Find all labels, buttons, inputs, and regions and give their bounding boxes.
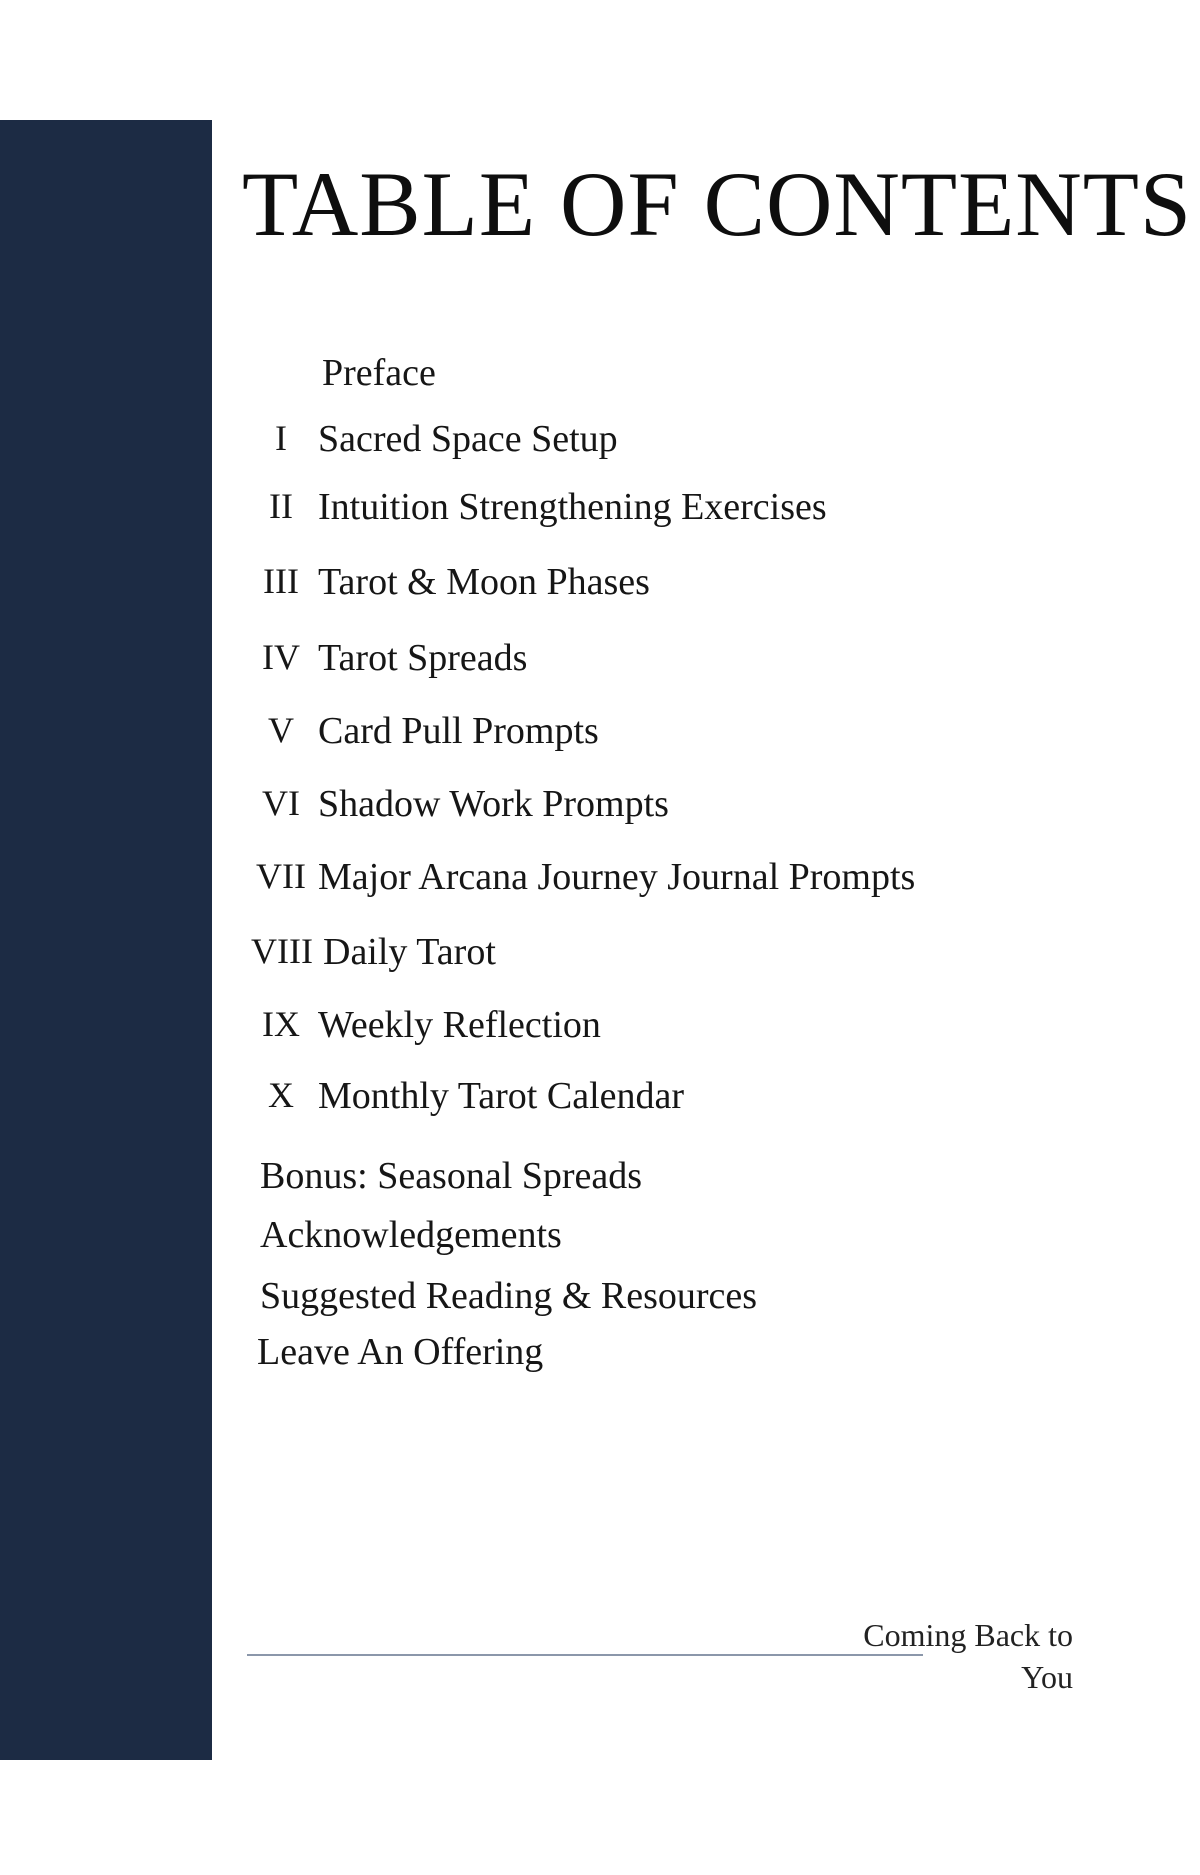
page-title: TABLE OF CONTENTS [242,153,1193,255]
footer-book-title [793,1614,1073,1698]
footer-line-2: You [1021,1659,1073,1695]
toc-item-label: Preface [322,352,436,394]
toc-item-label: Major Arcana Journey Journal Prompts [318,856,916,898]
toc-item-numeral: X [268,1075,294,1115]
toc-item-numeral: VII [256,856,306,896]
toc-item-label: Acknowledgements [260,1214,562,1256]
toc-item-label: Card Pull Prompts [318,710,599,752]
toc-item-label: Suggested Reading & Resources [260,1275,758,1317]
toc-item-label: Leave An Offering [257,1331,544,1373]
toc-item-label: Sacred Space Setup [318,418,618,460]
toc-item-label: Monthly Tarot Calendar [318,1075,685,1117]
toc-item-numeral: IV [262,637,300,677]
toc-item-numeral: III [263,561,299,601]
toc-item-label: Bonus: Seasonal Spreads [260,1155,643,1197]
toc-item-label: Weekly Reflection [318,1004,601,1046]
toc-item-numeral: VI [262,783,300,823]
toc-item-numeral: V [268,710,294,750]
toc-item-label: Intuition Strengthening Exercises [318,486,827,528]
toc-item-numeral: IX [262,1004,300,1044]
toc-item-label: Tarot & Moon Phases [318,561,650,603]
footer-line-1: Coming Back to [863,1617,1073,1653]
toc-item-numeral: VIII [251,931,313,971]
toc-item-numeral: I [275,418,287,458]
toc-item-label: Tarot Spreads [318,637,528,679]
toc-item-label: Shadow Work Prompts [318,783,669,825]
toc-item-label: Daily Tarot [323,931,496,973]
toc-item-numeral: II [269,486,293,526]
